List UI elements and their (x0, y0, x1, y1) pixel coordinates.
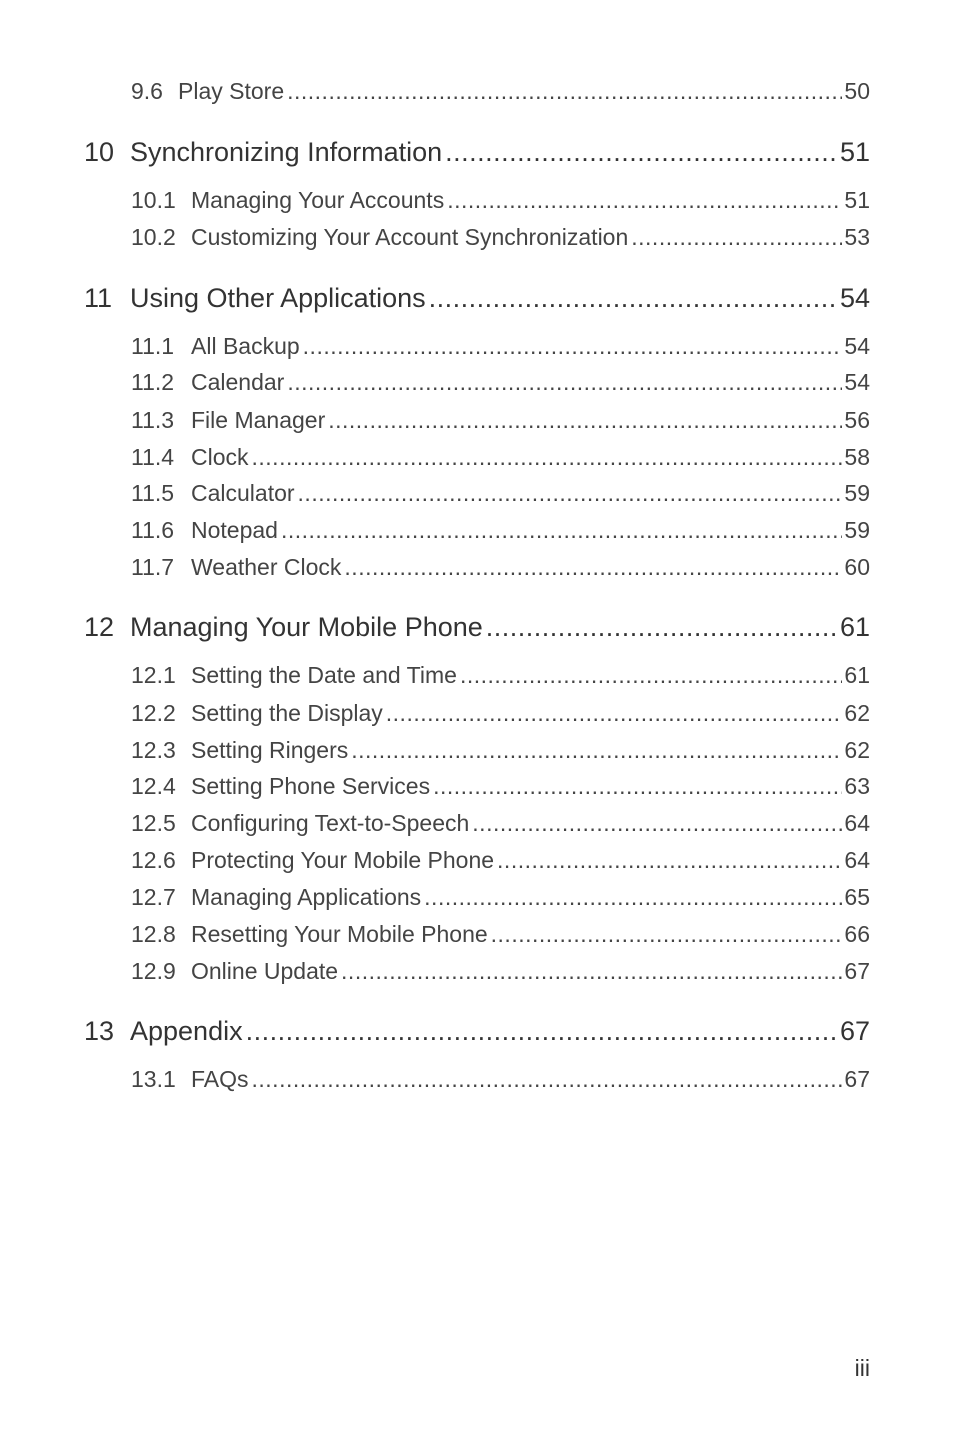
toc-entry-page: 56 (844, 407, 870, 433)
toc-entry-10-2[interactable] (131, 224, 870, 251)
toc-entry-11-7[interactable] (131, 554, 870, 581)
toc-entry-12-4[interactable] (131, 773, 870, 800)
toc-entry-12-9[interactable] (131, 958, 870, 985)
toc-chapter-13[interactable] (84, 1016, 870, 1047)
toc-entry-title: Notepad (191, 517, 278, 543)
toc-entry-page: 59 (844, 517, 870, 543)
toc-entry-title: Resetting Your Mobile Phone (191, 921, 488, 947)
toc-entry-page: 64 (844, 810, 870, 836)
toc-entry-title: Setting Phone Services (191, 773, 431, 799)
toc-leader-dots (447, 187, 842, 214)
toc-leader-dots (298, 480, 843, 507)
toc-chapter-number: 11 (84, 283, 113, 313)
toc-entry-13-1[interactable] (131, 1066, 870, 1093)
toc-entry-12-5[interactable] (131, 810, 870, 837)
toc-leader-dots (252, 1066, 843, 1093)
toc-entry-title: FAQs (191, 1066, 249, 1092)
toc-leader-dots (252, 444, 843, 471)
toc-chapter-10[interactable] (84, 137, 870, 168)
toc-entry-number: 11.2 (131, 369, 175, 395)
toc-entry-10-1[interactable] (131, 187, 870, 214)
toc-chapter-title: Appendix (130, 1016, 243, 1046)
page-number: iii (854, 1355, 870, 1381)
toc-entry-11-6[interactable] (131, 517, 870, 544)
toc-leader-dots (344, 554, 842, 581)
toc-entry-page: 53 (844, 224, 870, 250)
toc-leader-dots (303, 333, 843, 360)
toc-chapter-title: Synchronizing Information (130, 137, 443, 167)
toc-chapter-title: Using Other Applications (130, 283, 426, 313)
toc-entry-page: 66 (844, 921, 870, 947)
toc-leader-dots (281, 517, 842, 544)
toc-entry-number: 11.5 (131, 480, 175, 506)
toc-entry-number: 12.1 (131, 662, 176, 688)
toc-leader-dots (424, 884, 842, 911)
toc-leader-dots (429, 283, 838, 314)
toc-entry-number: 12.3 (131, 737, 176, 763)
toc-entry-title: Online Update (191, 958, 339, 984)
toc-leader-dots (341, 958, 842, 985)
toc-entry-number: 11.6 (131, 517, 175, 543)
toc-leader-dots (445, 137, 838, 168)
toc-entry-12-2[interactable] (131, 700, 870, 727)
toc-entry-page: 65 (844, 884, 870, 910)
toc-leader-dots (497, 847, 842, 874)
toc-entry-12-1[interactable] (131, 662, 870, 689)
toc-entry-title: Managing Applications (191, 884, 422, 910)
toc-leader-dots (486, 612, 838, 643)
toc-chapter-number: 10 (84, 137, 115, 167)
toc-entry-number: 12.5 (131, 810, 176, 836)
toc-entry-number: 10.1 (131, 187, 176, 213)
toc-entry-title: Customizing Your Account Synchronization (191, 224, 629, 250)
toc-chapter-page: 51 (839, 137, 870, 167)
toc-chapter-11[interactable] (84, 283, 870, 314)
toc-chapter-number: 12 (84, 612, 115, 642)
toc-entry-page: 64 (844, 847, 870, 873)
toc-entry-page: 63 (844, 773, 870, 799)
toc-entry-number: 12.8 (131, 921, 176, 947)
toc-chapter-12[interactable] (84, 612, 870, 643)
toc-leader-dots (386, 700, 843, 727)
toc-entry-title: Configuring Text-to-Speech (191, 810, 470, 836)
toc-entry-number: 11.4 (131, 444, 175, 470)
toc-entry-number: 12.7 (131, 884, 176, 910)
toc-entry-11-2[interactable] (131, 369, 870, 396)
toc-leader-dots (631, 224, 842, 251)
toc-entry-page: 54 (844, 369, 870, 395)
toc-entry-page: 62 (844, 737, 870, 763)
toc-leader-dots (351, 737, 842, 764)
toc-entry-number: 11.7 (131, 554, 175, 580)
toc-leader-dots (328, 407, 842, 434)
toc-entry-page: 60 (844, 554, 870, 580)
toc-leader-dots (287, 369, 842, 396)
toc-entry-11-4[interactable] (131, 444, 870, 471)
toc-entry-number: 12.4 (131, 773, 176, 799)
toc-leader-dots (491, 921, 843, 948)
toc-chapter-page: 54 (839, 283, 870, 313)
toc-leader-dots (460, 662, 842, 689)
toc-entry-number: 13.1 (131, 1066, 176, 1092)
toc-chapter-title: Managing Your Mobile Phone (130, 612, 483, 642)
toc-chapter-number: 13 (84, 1016, 115, 1046)
toc-entry-12-7[interactable] (131, 884, 870, 911)
toc-entry-12-8[interactable] (131, 921, 870, 948)
toc-entry-12-3[interactable] (131, 737, 870, 764)
toc-entry-11-5[interactable] (131, 480, 870, 507)
toc-entry-title: All Backup (191, 333, 300, 359)
toc-entry-page: 62 (844, 700, 870, 726)
toc-entry-page: 67 (844, 958, 870, 984)
toc-entry-page: 61 (844, 662, 870, 688)
toc-entry-page: 54 (844, 333, 870, 359)
toc-entry-number: 12.9 (131, 958, 176, 984)
toc-entry-title: Setting the Date and Time (191, 662, 457, 688)
toc-entry-title: Calculator (191, 480, 295, 506)
toc-entry-title: Protecting Your Mobile Phone (191, 847, 495, 873)
toc-entry-page: 51 (844, 187, 870, 213)
toc-entry-number: 11.1 (131, 333, 175, 359)
toc-leader-dots (287, 78, 842, 105)
toc-entry-title: Clock (191, 444, 249, 470)
toc-entry-9-6[interactable] (131, 78, 870, 105)
toc-entry-number: 11.3 (131, 407, 175, 433)
toc-entry-title: Play Store (178, 78, 285, 104)
toc-leader-dots (246, 1016, 838, 1047)
toc-entry-title: Setting Ringers (191, 737, 349, 763)
toc-entry-11-1[interactable] (131, 333, 870, 360)
toc-leader-dots (433, 773, 842, 800)
toc-leader-dots (472, 810, 842, 837)
toc-entry-title: Setting the Display (191, 700, 383, 726)
toc-entry-11-3[interactable] (131, 407, 870, 434)
toc-entry-page: 59 (844, 480, 870, 506)
toc-entry-title: Managing Your Accounts (191, 187, 445, 213)
toc-chapter-page: 67 (839, 1016, 870, 1046)
toc-entry-title: Weather Clock (191, 554, 342, 580)
toc-entry-page: 67 (844, 1066, 870, 1092)
toc-chapter-page: 61 (839, 612, 870, 642)
toc-entry-page: 58 (844, 444, 870, 470)
toc-entry-title: Calendar (191, 369, 285, 395)
toc-entry-number: 12.2 (131, 700, 176, 726)
toc-entry-number: 10.2 (131, 224, 176, 250)
toc-entry-number: 9.6 (131, 78, 163, 104)
toc-entry-12-6[interactable] (131, 847, 870, 874)
toc-entry-page: 50 (844, 78, 870, 104)
toc-entry-number: 12.6 (131, 847, 176, 873)
toc-entry-title: File Manager (191, 407, 326, 433)
